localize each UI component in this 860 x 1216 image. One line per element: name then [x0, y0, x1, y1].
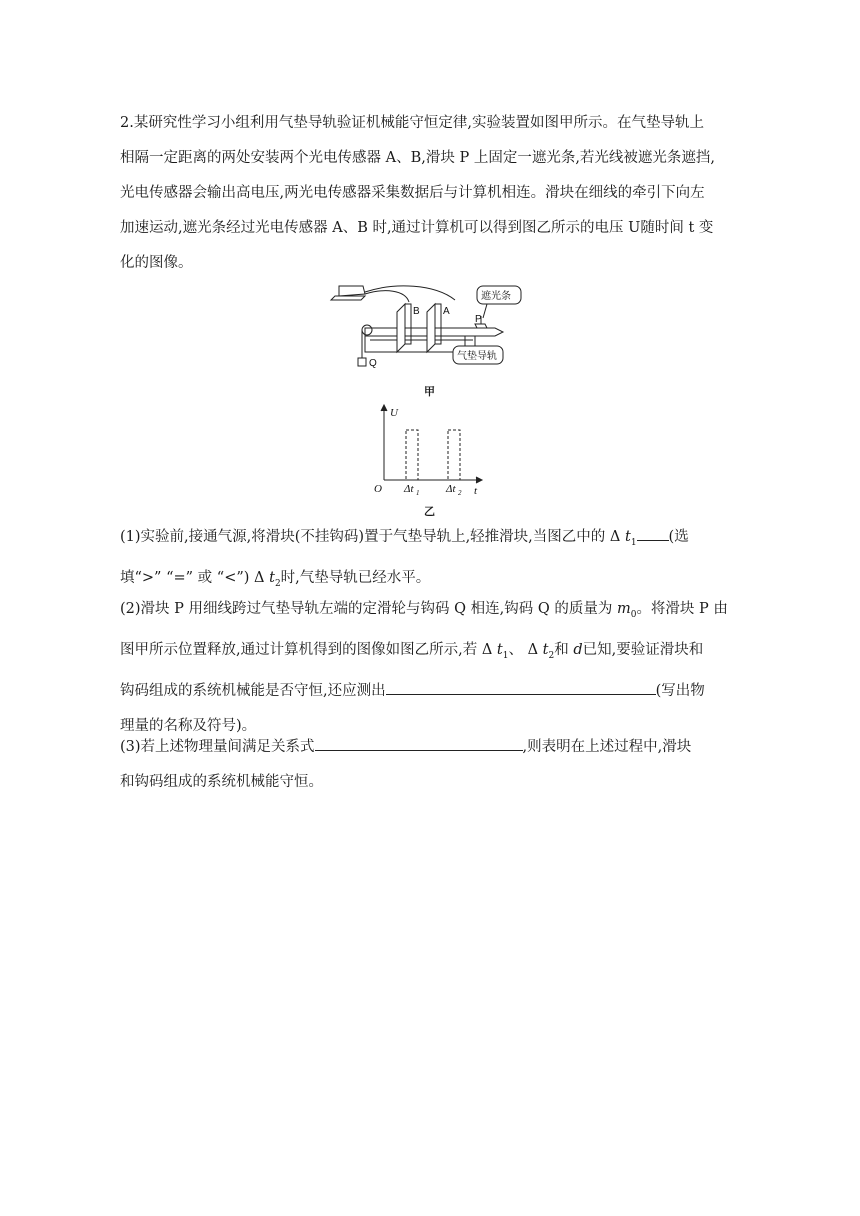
var: t	[624, 529, 631, 545]
pulley	[362, 325, 372, 335]
weight-q	[358, 358, 366, 366]
sub2-line1	[120, 592, 740, 633]
label-t: t	[474, 485, 478, 497]
subscript: 2	[274, 578, 281, 589]
text: 。将滑块 P 由	[636, 601, 728, 617]
text: (选	[668, 529, 689, 545]
answer-blank-3[interactable]	[315, 736, 523, 751]
label-o: O	[374, 483, 382, 495]
label-dt2: Δt	[446, 483, 456, 495]
text: (写出物	[655, 682, 705, 699]
var: t	[269, 569, 275, 586]
intro-line: 加速运动,遮光条经过光电传感器 A、B 时,通过计算机可以得到图乙所示的电压 U随时间 t 变	[120, 220, 714, 236]
sensor-a	[427, 304, 435, 352]
intro-line: 光电传感器会输出高电压,两光电传感器采集数据后与计算机相连。滑块在细线的牵引下向左	[120, 185, 705, 201]
var: t	[542, 641, 549, 658]
cable	[365, 291, 409, 302]
text: (1)实验前,接通气源,将滑块(不挂钩码)置于气垫导轨上,轻推滑块,当图乙中的 Δ	[120, 529, 625, 545]
var: t	[496, 641, 503, 658]
text: 已知,要验证滑块和	[582, 641, 704, 658]
text: (3)若上述物理量间满足关系式	[120, 739, 315, 755]
text: 和	[554, 641, 574, 658]
intro-line: 相隔一定距离的两处安装两个光电传感器 A、B,滑块 P 上固定一遮光条,若光线被遮光条遮挡,	[120, 150, 716, 166]
label-b: B	[413, 306, 420, 317]
text: (2)滑块 P 用细线跨过气垫导轨左端的定滑轮与钩码 Q 相连,钩码 Q 的质量为	[120, 601, 617, 617]
intro-line: 化的图像。	[120, 255, 193, 271]
label-q: Q	[369, 358, 377, 369]
pulse-1	[406, 430, 418, 480]
figure-a-caption: 甲	[424, 385, 435, 398]
var: m	[616, 601, 631, 617]
text: 填“>” “=” 或 “<”) Δ	[120, 569, 270, 586]
sub-question-1	[120, 520, 740, 602]
sub-question-3	[120, 730, 740, 800]
label-dt1: Δt	[404, 483, 414, 495]
question-intro	[120, 106, 740, 281]
pulse-2	[448, 430, 460, 480]
sensor-b	[397, 304, 405, 352]
subscript: 2	[548, 650, 555, 661]
figure-b-caption: 乙	[424, 505, 435, 518]
computer-shape	[339, 286, 365, 296]
label-dt2-sub: 2	[458, 489, 462, 497]
sub2-line4: 理量的名称及符号)。	[120, 717, 257, 734]
subscript: 1	[630, 537, 637, 548]
sub1-line1	[120, 520, 740, 561]
text: 时,气垫导轨已经水平。	[280, 569, 431, 586]
figure-apparatus	[325, 280, 535, 375]
label-dt1-sub: 1	[416, 489, 420, 497]
subscript: 1	[502, 650, 509, 661]
label-p: P	[475, 314, 482, 325]
sub2-line2	[120, 633, 740, 674]
var: d	[573, 641, 583, 658]
label-air-track: 气垫导轨	[457, 351, 497, 362]
text: 图甲所示位置释放,通过计算机得到的图像如图乙所示,若 Δ	[120, 641, 497, 658]
label-u: U	[390, 407, 398, 419]
sub2-line3	[120, 674, 740, 709]
figure-pulse-graph	[372, 402, 487, 502]
text: 、 Δ	[508, 641, 543, 658]
sub3-line1	[120, 730, 740, 765]
text: 钩码组成的系统机械能是否守恒,还应测出	[120, 682, 386, 699]
intro-line: 2.某研究性学习小组利用气垫导轨验证机械能守恒定律,实验装置如图甲所示。在气垫导轨上	[120, 115, 704, 131]
sub3-line2: 和钩码组成的系统机械能守恒。	[120, 774, 323, 790]
sub-question-2	[120, 592, 740, 744]
answer-blank-1[interactable]	[637, 526, 669, 541]
text: ,则表明在上述过程中,滑块	[522, 739, 692, 755]
label-a: A	[443, 306, 450, 317]
answer-blank-2[interactable]	[386, 680, 656, 695]
label-shade-strip: 遮光条	[481, 291, 511, 302]
subscript: 0	[630, 609, 637, 620]
cable	[365, 286, 455, 300]
